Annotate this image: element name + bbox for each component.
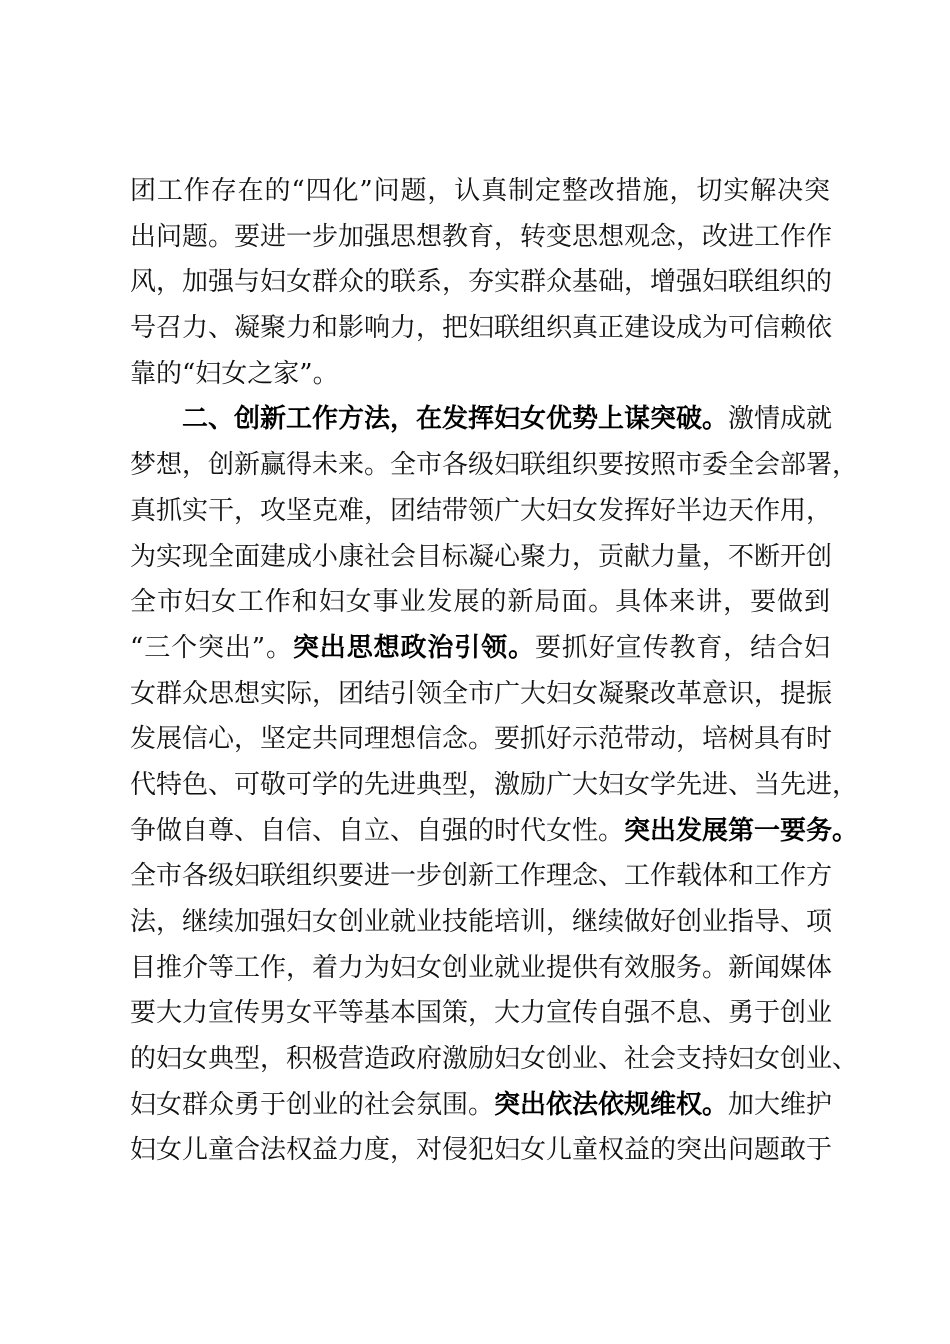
body-text: 代特色、可敬可学的先进典型，激励广大妇女学先进、当先进， bbox=[130, 769, 859, 800]
text-line bbox=[130, 1128, 833, 1174]
body-text: 要抓好宣传教育，结合妇 bbox=[534, 632, 830, 663]
body-text: 为实现全面建成小康社会目标凝心聚力，贡献力量，不断开创 bbox=[130, 541, 833, 572]
body-text: 要大力宣传男女平等基本国策，大力宣传自强不息、勇于创业 bbox=[130, 998, 833, 1029]
body-text: 梦想，创新赢得未来。全市各级妇联组织要按照市委全会部署， bbox=[130, 450, 859, 481]
text-line bbox=[130, 306, 833, 352]
text-line bbox=[130, 991, 833, 1037]
body-text: 靠的“妇女之家”。 bbox=[130, 358, 339, 389]
body-text: 团工作存在的“四化”问题，认真制定整改措施，切实解决突 bbox=[130, 176, 830, 206]
text-line bbox=[130, 626, 830, 672]
text-line bbox=[130, 215, 833, 261]
body-text: 出问题。要进一步加强思想教育，转变思想观念，改进工作作 bbox=[130, 221, 833, 252]
text-line bbox=[130, 854, 833, 900]
bold-heading-text: 突出思想政治引领。 bbox=[292, 632, 535, 663]
text-line bbox=[130, 672, 833, 718]
body-text: 号召力、凝聚力和影响力，把妇联组织真正建设成为可信赖依 bbox=[130, 313, 833, 344]
document-body bbox=[130, 169, 859, 1174]
body-text: 争做自尊、自信、自立、自强的时代女性。 bbox=[130, 815, 625, 846]
bold-heading-text: 突出依法依规维权。 bbox=[494, 1089, 729, 1120]
text-line bbox=[130, 1037, 859, 1083]
text-line bbox=[130, 763, 859, 809]
text-line bbox=[130, 397, 833, 443]
body-text: 激情成就 bbox=[728, 404, 833, 435]
body-text: 风，加强与妇女群众的联系，夯实群众基础，增强妇联组织的 bbox=[130, 267, 833, 298]
body-text: 妇女群众勇于创业的社会氛围。 bbox=[130, 1089, 495, 1120]
bold-heading-text: 突出发展第一要务。 bbox=[624, 815, 859, 846]
text-line bbox=[130, 717, 833, 763]
text-line bbox=[130, 946, 833, 992]
body-text: 发展信心，坚定共同理想信念。要抓好示范带动，培树具有时 bbox=[130, 724, 833, 755]
text-line bbox=[130, 443, 859, 489]
body-text: 目推介等工作，着力为妇女创业就业提供有效服务。新闻媒体 bbox=[130, 952, 833, 983]
text-line bbox=[130, 900, 833, 946]
text-line bbox=[130, 580, 830, 626]
body-text: 女群众思想实际，团结引领全市广大妇女凝聚改革意识，提振 bbox=[130, 678, 833, 709]
text-line bbox=[130, 1083, 833, 1129]
body-text: 的妇女典型，积极营造政府激励妇女创业、社会支持妇女创业、 bbox=[130, 1044, 859, 1075]
body-text: 全市妇女工作和妇女事业发展的新局面。具体来讲，要做到 bbox=[130, 587, 830, 618]
body-text: 法，继续加强妇女创业就业技能培训，继续做好创业指导、项 bbox=[130, 907, 833, 937]
text-line bbox=[130, 169, 830, 215]
body-text: 全市各级妇联组织要进一步创新工作理念、工作载体和工作方 bbox=[130, 861, 833, 892]
text-line bbox=[130, 352, 830, 398]
text-line bbox=[130, 260, 833, 306]
body-text: 加大维护 bbox=[728, 1089, 833, 1120]
text-line bbox=[130, 809, 859, 855]
text-line bbox=[130, 535, 833, 581]
bold-heading-text: 二、创新工作方法，在发挥妇女优势上谋突破。 bbox=[182, 404, 729, 435]
body-text: 真抓实干，攻坚克难，团结带领广大妇女发挥好半边天作用， bbox=[130, 495, 833, 526]
body-text: 妇女儿童合法权益力度，对侵犯妇女儿童权益的突出问题敢于 bbox=[130, 1135, 833, 1166]
body-text: “三个突出”。 bbox=[130, 632, 293, 663]
text-line bbox=[130, 489, 833, 535]
